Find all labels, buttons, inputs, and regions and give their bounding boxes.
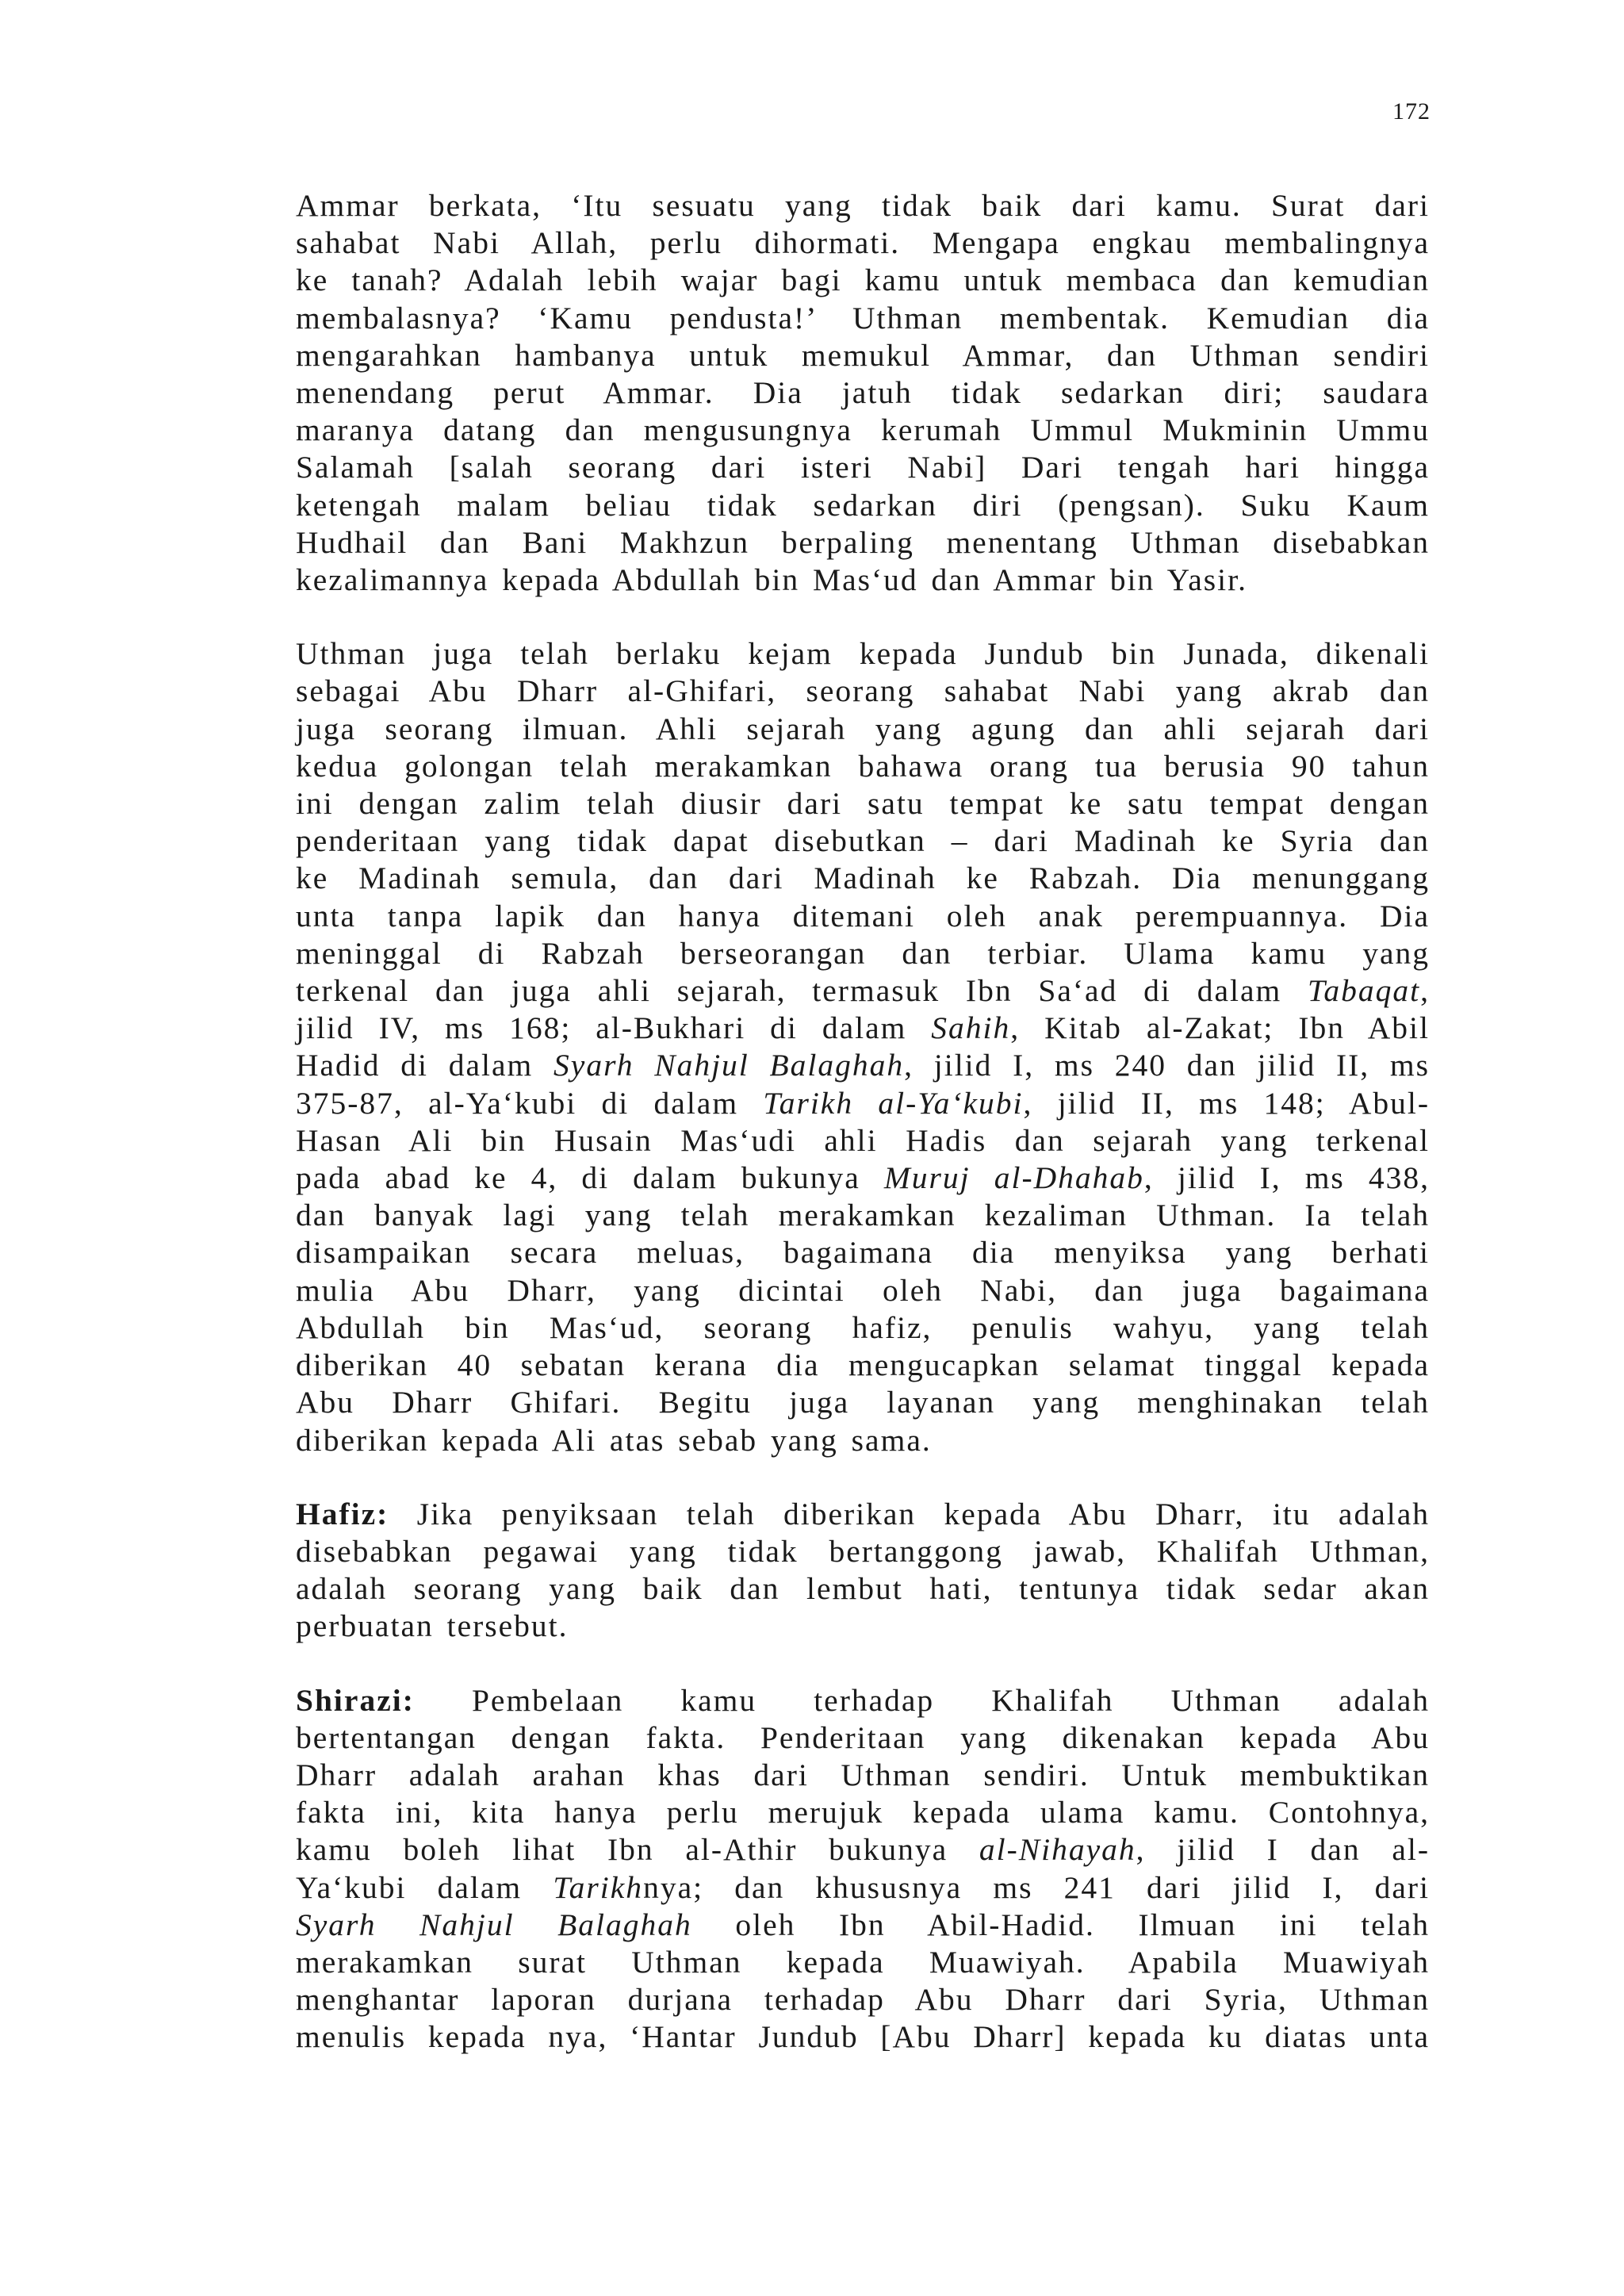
text-segment: , Kitab al-Zakat; Ibn Abil <box>1010 1010 1430 1046</box>
text-segment: sebagai Abu Dharr al-Ghifari, seorang sahabat Nabi yang akrab dan <box>296 673 1430 709</box>
text-segment: ketengah malam beliau tidak sedarkan diri (pengsan). Suku Kaum <box>296 487 1430 523</box>
text-line <box>296 262 1430 299</box>
text-segment: , jilid II, ms 148; Abul- <box>1023 1085 1430 1121</box>
text-segment: Pembelaan kamu terhadap Khalifah Uthman adalah <box>414 1682 1430 1718</box>
text-segment: disebabkan pegawai yang tidak bertanggong jawab, Khalifah Uthman, <box>296 1533 1430 1569</box>
text-line <box>296 224 1430 262</box>
text-line <box>296 524 1430 562</box>
book-title: Tarikh al-Ya‘kubi <box>763 1085 1024 1121</box>
text-line <box>296 1047 1430 1084</box>
text-line <box>296 1159 1430 1197</box>
text-line <box>296 1533 1430 1570</box>
page-body <box>296 187 1430 2093</box>
text-line <box>296 2018 1430 2056</box>
text-line <box>296 898 1430 935</box>
text-line <box>296 1869 1430 1907</box>
text-segment: menulis kepada nya, ‘Hantar Jundub [Abu Dharr] kepada ku diatas unta <box>296 2019 1430 2055</box>
book-title: al-Nihayah <box>979 1832 1136 1868</box>
book-title: Tabaqat <box>1308 973 1421 1009</box>
text-line <box>296 1496 1430 1533</box>
speaker-label: Shirazi: <box>296 1682 415 1718</box>
text-segment: Ammar berkata, ‘Itu sesuatu yang tidak baik dari kamu. Surat dari <box>296 188 1430 223</box>
text-line <box>296 1907 1430 1944</box>
text-segment: jilid IV, ms 168; al-Bukhari di dalam <box>296 1010 932 1046</box>
text-line <box>296 1234 1430 1271</box>
text-segment: mulia Abu Dharr, yang dicintai oleh Nabi, dan juga bagaimana <box>296 1272 1430 1308</box>
book-title: Syarh Nahjul Balaghah <box>296 1907 692 1942</box>
text-line <box>296 300 1430 337</box>
text-line <box>296 1122 1430 1159</box>
text-line <box>296 187 1430 224</box>
text-segment: merakamkan surat Uthman kepada Muawiyah. Apabila Muawiyah <box>296 1944 1430 1980</box>
text-segment: nya; dan khususnya ms 241 dari jilid I, dari <box>643 1869 1430 1905</box>
paragraph <box>296 635 1430 1458</box>
text-segment: ini dengan zalim telah diusir dari satu tempat ke satu tempat dengan <box>296 786 1430 822</box>
text-line <box>296 337 1430 374</box>
page-number: 172 <box>1392 98 1431 125</box>
text-line <box>296 412 1430 449</box>
book-title: Syarh Nahjul Balaghah <box>553 1048 905 1083</box>
text-line <box>296 1682 1430 1719</box>
text-line <box>296 374 1430 412</box>
text-segment: , <box>1420 973 1430 1009</box>
book-title: Tarikh <box>553 1869 644 1905</box>
paragraph <box>296 1496 1430 1646</box>
text-segment: , jilid I, ms 240 dan jilid II, ms <box>904 1048 1430 1083</box>
book-title: Sahih <box>931 1010 1011 1046</box>
speaker-label: Hafiz: <box>296 1496 389 1531</box>
text-line <box>296 1197 1430 1234</box>
text-segment: kezalimannya kepada Abdullah bin Mas‘ud dan Ammar bin Yasir. <box>296 562 1247 598</box>
text-line <box>296 1309 1430 1347</box>
text-line <box>296 562 1430 599</box>
text-line <box>296 449 1430 486</box>
text-segment: membalasnya? ‘Kamu pendusta!’ Uthman membentak. Kemudian dia <box>296 300 1430 335</box>
text-line <box>296 972 1430 1010</box>
text-segment: Dharr adalah arahan khas dari Uthman sendiri. Untuk membuktikan <box>296 1757 1430 1792</box>
text-segment: juga seorang ilmuan. Ahli sejarah yang agung dan ahli sejarah dari <box>296 711 1430 746</box>
text-segment: Salamah [salah seorang dari isteri Nabi] Dari tengah hari hingga <box>296 450 1430 485</box>
text-segment: ke Madinah semula, dan dari Madinah ke Rabzah. Dia menunggang <box>296 861 1430 896</box>
text-line <box>296 1944 1430 1981</box>
text-segment: dan banyak lagi yang telah merakamkan kezaliman Uthman. Ia telah <box>296 1198 1430 1233</box>
text-segment: penderitaan yang tidak dapat disebutkan – dari Madinah ke Syria dan <box>296 823 1430 859</box>
text-line <box>296 1757 1430 1794</box>
text-line <box>296 1085 1430 1122</box>
text-line <box>296 860 1430 897</box>
text-line <box>296 673 1430 710</box>
text-segment: sahabat Nabi Allah, perlu dihormati. Mengapa engkau membalingnya <box>296 225 1430 261</box>
text-line <box>296 1384 1430 1421</box>
text-segment: diberikan kepada Ali atas sebab yang sama. <box>296 1422 932 1458</box>
text-segment: Abdullah bin Mas‘ud, seorang hafiz, penulis wahyu, yang telah <box>296 1309 1430 1345</box>
text-segment: Hasan Ali bin Husain Mas‘udi ahli Hadis dan sejarah yang terkenal <box>296 1122 1430 1158</box>
text-line <box>296 487 1430 524</box>
text-segment: , jilid I dan al- <box>1136 1832 1430 1868</box>
text-segment: adalah seorang yang baik dan lembut hati, tentunya tidak sedar akan <box>296 1571 1430 1607</box>
text-segment: terkenal dan juga ahli sejarah, termasuk Ibn Sa‘ad di dalam <box>296 973 1308 1009</box>
text-segment: unta tanpa lapik dan hanya ditemani oleh anak perempuannya. Dia <box>296 898 1430 933</box>
text-line <box>296 785 1430 822</box>
book-title: Muruj al-Dhahab <box>883 1160 1144 1196</box>
text-line <box>296 1981 1430 2018</box>
text-segment: diberikan 40 sebatan kerana dia mengucapkan selamat tinggal kepada <box>296 1347 1430 1383</box>
text-line <box>296 1570 1430 1608</box>
text-segment: Ya‘kubi dalam <box>296 1869 553 1905</box>
text-line <box>296 935 1430 972</box>
text-segment: perbuatan tersebut. <box>296 1608 569 1644</box>
text-segment: kedua golongan telah merakamkan bahawa orang tua berusia 90 tahun <box>296 748 1430 784</box>
text-line <box>296 1831 1430 1869</box>
text-segment: Uthman juga telah berlaku kejam kepada Jundub bin Junada, dikenali <box>296 636 1430 672</box>
text-segment: Hadid di dalam <box>296 1048 554 1083</box>
text-line <box>296 748 1430 785</box>
text-line <box>296 1422 1430 1459</box>
text-line <box>296 1010 1430 1047</box>
text-line <box>296 822 1430 860</box>
text-line <box>296 1719 1430 1757</box>
text-line <box>296 1272 1430 1309</box>
text-segment: mengarahkan hambanya untuk memukul Ammar, dan Uthman sendiri <box>296 337 1430 373</box>
text-line <box>296 1608 1430 1645</box>
text-segment: Hudhail dan Bani Makhzun berpaling menentang Uthman disebabkan <box>296 524 1430 560</box>
text-segment: kamu boleh lihat Ibn al-Athir bukunya <box>296 1832 979 1868</box>
text-segment: menendang perut Ammar. Dia jatuh tidak sedarkan diri; saudara <box>296 375 1430 411</box>
text-segment: Jika penyiksaan telah diberikan kepada Abu Dharr, itu adalah <box>389 1496 1430 1531</box>
text-segment: 375-87, al-Ya‘kubi di dalam <box>296 1085 764 1121</box>
text-segment: menghantar laporan durjana terhadap Abu Dharr dari Syria, Uthman <box>296 1982 1430 2018</box>
text-segment: ke tanah? Adalah lebih wajar bagi kamu untuk membaca dan kemudian <box>296 263 1430 298</box>
text-segment: pada abad ke 4, di dalam bukunya <box>296 1160 884 1196</box>
text-line <box>296 1347 1430 1384</box>
paragraph <box>296 1682 1430 2056</box>
text-segment: meninggal di Rabzah berseorangan dan terbiar. Ulama kamu yang <box>296 935 1430 971</box>
text-segment: maranya datang dan mengusungnya kerumah Ummul Mukminin Ummu <box>296 412 1430 448</box>
text-segment: Abu Dharr Ghifari. Begitu juga layanan yang menghinakan telah <box>296 1385 1430 1420</box>
paragraph <box>296 187 1430 599</box>
text-segment: , jilid I, ms 438, <box>1143 1160 1430 1196</box>
text-segment: fakta ini, kita hanya perlu merujuk kepada ulama kamu. Contohnya, <box>296 1795 1430 1830</box>
text-line <box>296 711 1430 748</box>
text-line <box>296 635 1430 673</box>
text-segment: oleh Ibn Abil-Hadid. Ilmuan ini telah <box>691 1907 1430 1942</box>
text-line <box>296 1794 1430 1831</box>
text-segment: bertentangan dengan fakta. Penderitaan yang dikenakan kepada Abu <box>296 1719 1430 1755</box>
text-segment: disampaikan secara meluas, bagaimana dia menyiksa yang berhati <box>296 1235 1430 1271</box>
